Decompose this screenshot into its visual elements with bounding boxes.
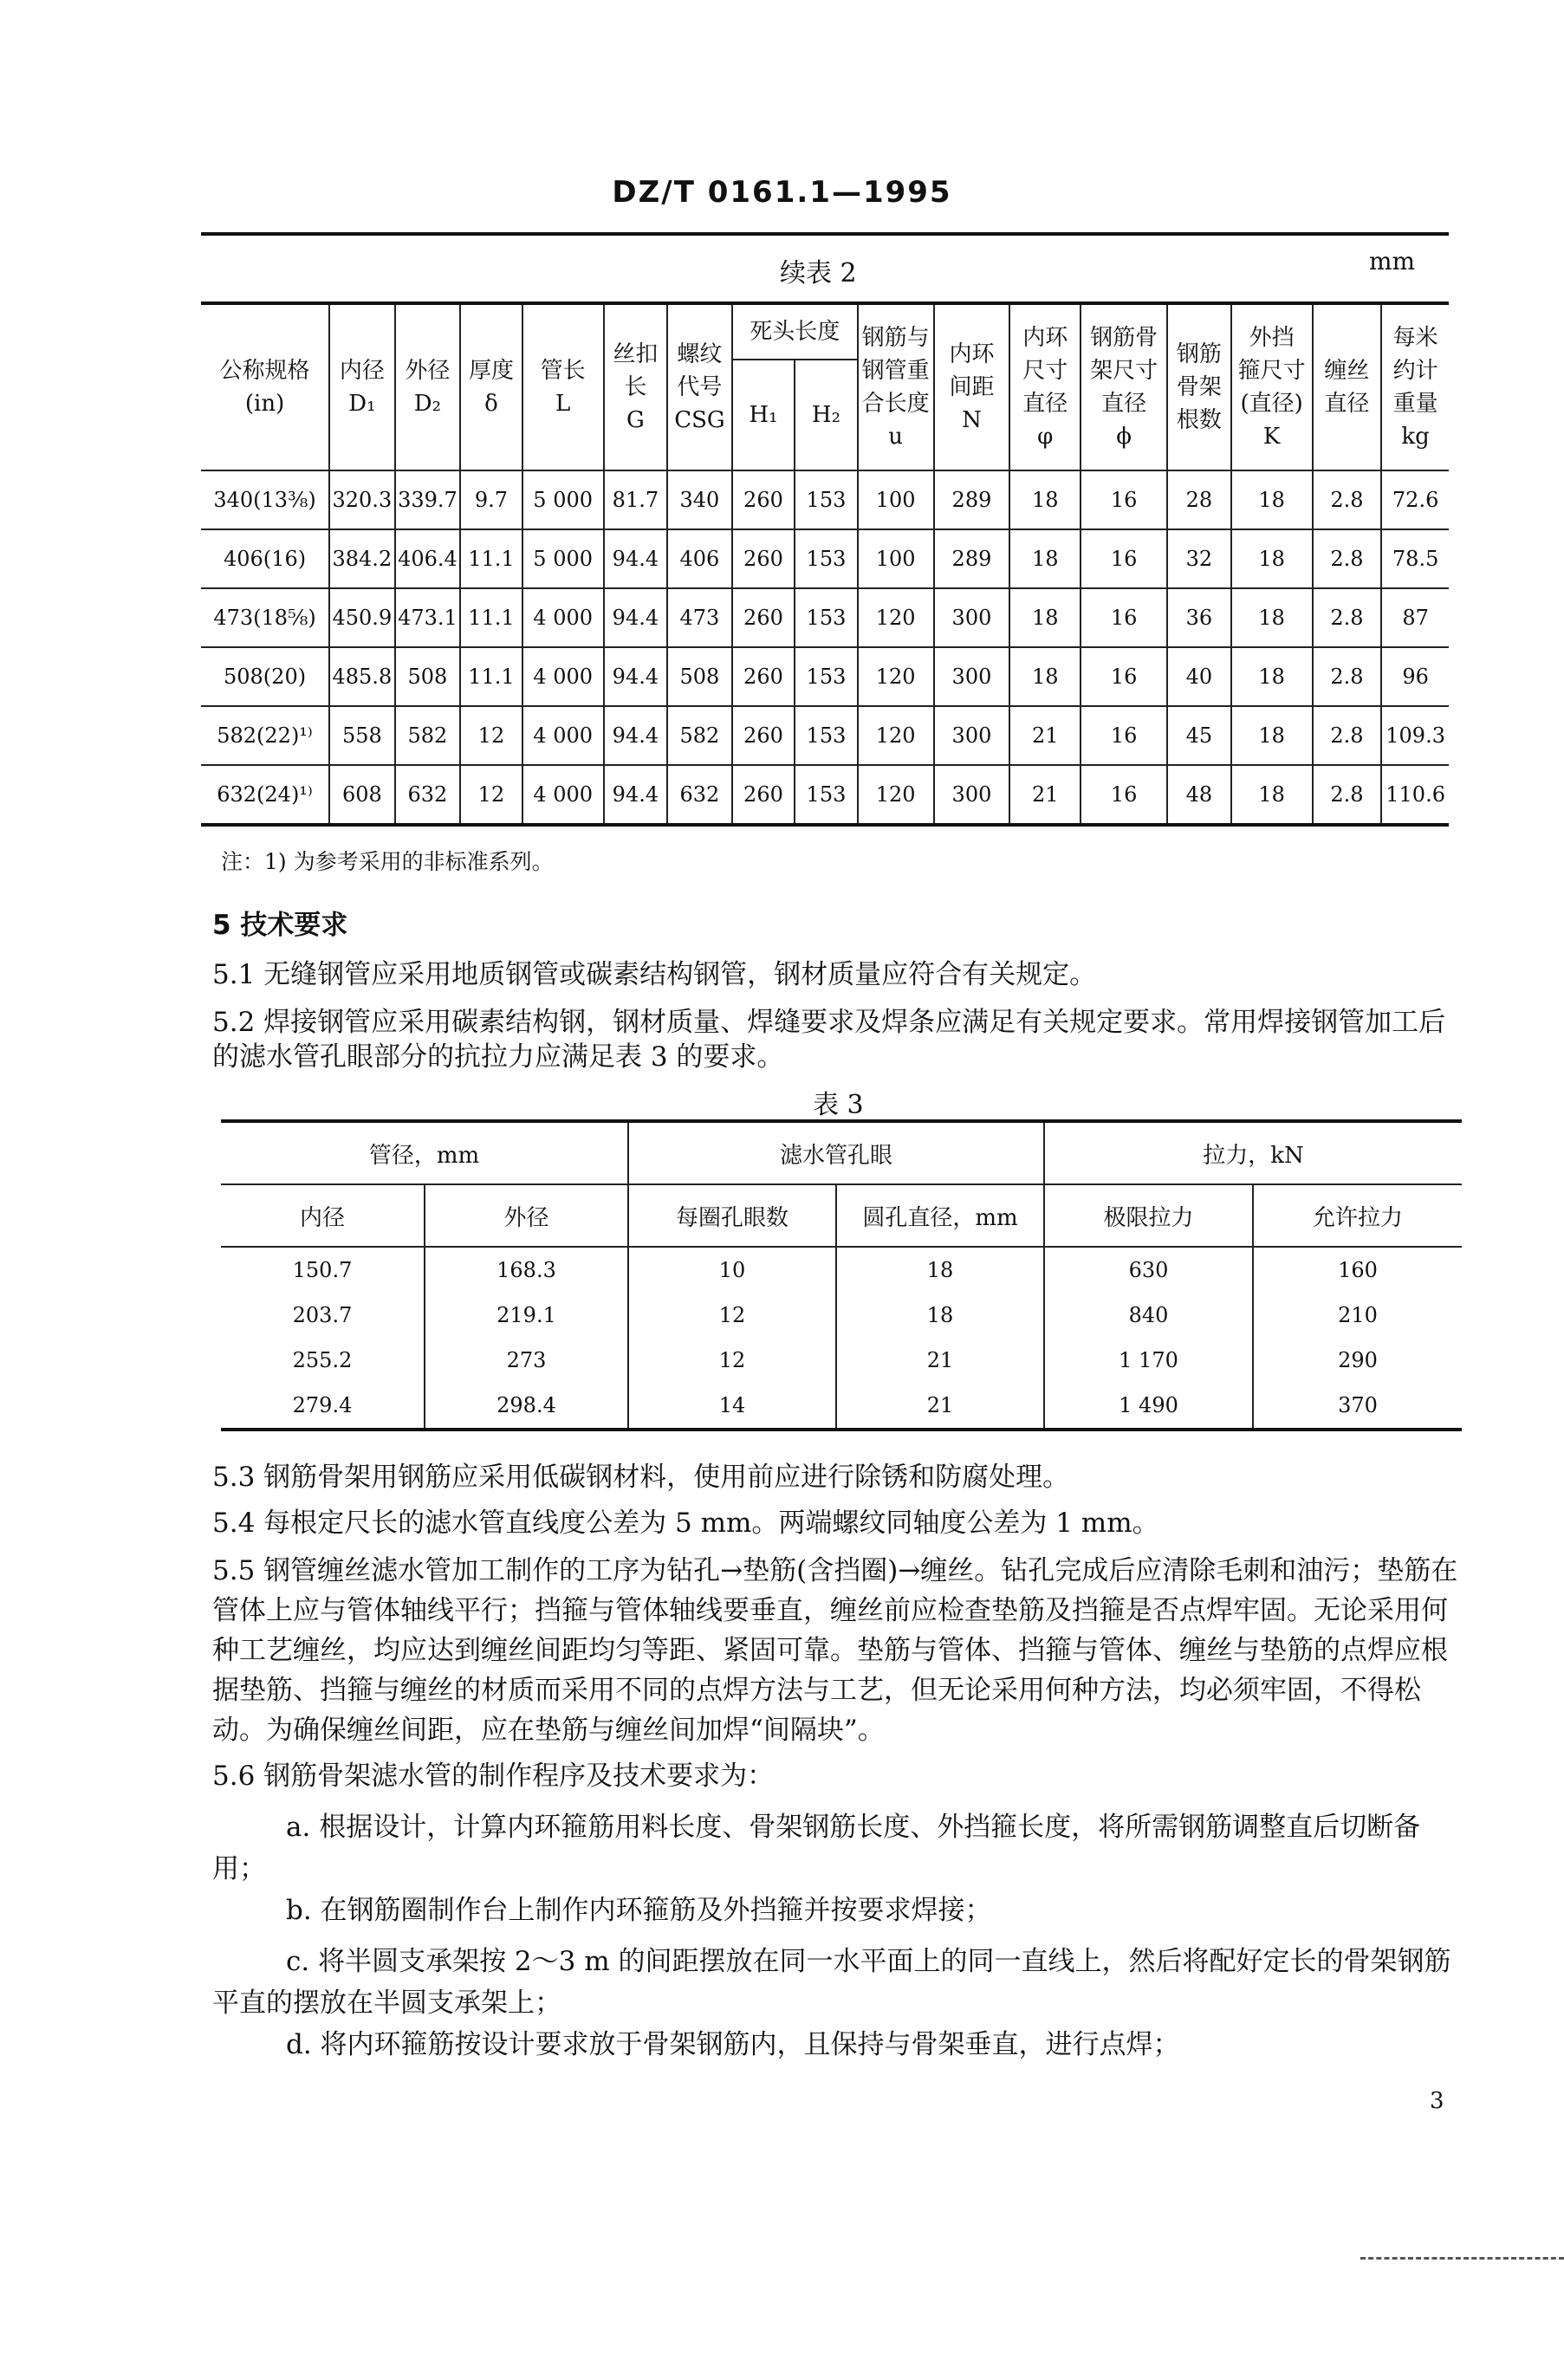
table3-cell: 160	[1338, 1258, 1378, 1282]
table2-cell: 632	[667, 765, 732, 825]
table3-cell: 203.7	[221, 1293, 425, 1338]
th-allow: 允许拉力	[1253, 1184, 1462, 1247]
table2-cell: 94.4	[604, 765, 668, 825]
table2-cell: 45	[1167, 706, 1231, 765]
table2-row	[201, 765, 1449, 825]
table2-cell: 9.7	[460, 470, 522, 529]
table2-cell: 340	[667, 470, 732, 529]
table2-cell: 632(24)¹⁾	[201, 765, 329, 825]
table3-cell: 370	[1338, 1393, 1378, 1417]
para-5-3: 5.3 钢筋骨架用钢筋应采用低碳钢材料，使用前应进行除锈和防腐处理。	[212, 1462, 1070, 1493]
table2-cell: 340(13⅜)	[201, 470, 329, 529]
table3-cell: 12	[628, 1293, 836, 1338]
table3-cell: 18	[836, 1247, 1044, 1293]
table2-cell: 260	[732, 706, 795, 765]
table2-cell: 485.8	[329, 647, 395, 706]
table2-cell: 2.8	[1313, 647, 1382, 706]
table2-cell: 320.3	[329, 470, 395, 529]
table2-cell: 18	[1231, 529, 1313, 588]
th-holes: 滤水管孔眼	[628, 1121, 1044, 1184]
table3-row	[221, 1338, 1462, 1383]
table2-cell: 450.9	[329, 588, 395, 647]
table2-cell: 18	[1231, 706, 1313, 765]
table2-row	[201, 647, 1449, 706]
table3-cell: 279.4	[221, 1383, 425, 1430]
table2-cell: 558	[329, 706, 395, 765]
table2-cell: 153	[795, 470, 858, 529]
table3-cell: 21	[836, 1338, 1044, 1383]
th-thread-length: 丝扣长 G	[604, 303, 668, 470]
table2-cell: 608	[329, 765, 395, 825]
table2-cell: 16	[1081, 588, 1167, 647]
table3-cell: 840	[1044, 1293, 1253, 1338]
table2-cell: 16	[1081, 529, 1167, 588]
th-ring-dia: 内环 尺寸 直径 φ	[1009, 303, 1081, 470]
table2-cell: 40	[1167, 647, 1231, 706]
table2-cell: 473	[667, 588, 732, 647]
th-limit: 极限拉力	[1044, 1184, 1253, 1247]
table2-cell: 406	[667, 529, 732, 588]
table3-cell: 290	[1338, 1348, 1378, 1372]
table2-cell: 18	[1009, 647, 1081, 706]
table2-cell: 153	[795, 529, 858, 588]
th-ring-spacing: 内环 间距 N	[934, 303, 1010, 470]
th-dead-length: 死头长度	[732, 303, 858, 360]
table2-cell: 260	[732, 529, 795, 588]
table3-cell: 219.1	[425, 1293, 628, 1338]
th-csg: 螺纹 代号 CSG	[667, 303, 732, 470]
table2-cell: 94.4	[604, 588, 668, 647]
table2-cell: 12	[460, 706, 522, 765]
table3-cell: 21	[836, 1383, 1044, 1430]
table2-cell: 100	[858, 470, 934, 529]
table2-cell: 18	[1231, 588, 1313, 647]
table3-row	[221, 1293, 1462, 1338]
table2-cell: 21	[1009, 706, 1081, 765]
table2-cell: 2.8	[1313, 588, 1382, 647]
table2-cell: 18	[1009, 588, 1081, 647]
th-frame-dia: 钢筋骨 架尺寸 直径 ϕ	[1081, 303, 1167, 470]
th-thickness: 厚度 δ	[460, 303, 522, 470]
scan-dash-line	[1360, 2257, 1564, 2260]
th-h2: H₂	[795, 360, 858, 470]
table2-cell: 582	[667, 706, 732, 765]
document-id: DZ/T 0161.1—1995	[612, 175, 952, 210]
table2-cell: 12	[460, 765, 522, 825]
table2-cell: 11.1	[460, 647, 522, 706]
table2-cell: 18	[1231, 765, 1313, 825]
table2-cell: 16	[1081, 706, 1167, 765]
table2-cell: 2.8	[1313, 765, 1382, 825]
table2-cell: 100	[858, 529, 934, 588]
table2-cell: 260	[732, 765, 795, 825]
para-5-6: 5.6 钢筋骨架滤水管的制作程序及技术要求为：	[212, 1761, 775, 1792]
table3-cell: 10	[628, 1247, 836, 1293]
table2-cell: 4 000	[522, 706, 604, 765]
table2-row	[201, 588, 1449, 647]
table2-cell: 508(20)	[201, 647, 329, 706]
table3-cell: 630	[1044, 1247, 1253, 1293]
th-overlap: 钢筋与 钢管重 合长度 u	[858, 303, 934, 470]
table2-caption: 续表 2	[780, 258, 857, 289]
table2-cell: 78.5	[1381, 529, 1449, 588]
table3-cell: 168.3	[425, 1247, 628, 1293]
th-d2: 外径 D₂	[395, 303, 461, 470]
table3-caption: 表 3	[813, 1090, 864, 1120]
table2-cell: 473(18⅝)	[201, 588, 329, 647]
table2-cell: 153	[795, 588, 858, 647]
header-rule	[201, 232, 1449, 236]
table3-cell: 298.4	[425, 1383, 628, 1430]
table3	[221, 1119, 1462, 1431]
table2-cell: 289	[934, 529, 1010, 588]
table2-cell: 508	[667, 647, 732, 706]
table2-cell: 94.4	[604, 647, 668, 706]
table2-cell: 632	[395, 765, 461, 825]
table2-cell: 300	[934, 765, 1010, 825]
table3-cell: 210	[1338, 1303, 1378, 1327]
table2-cell: 48	[1167, 765, 1231, 825]
table2-row	[201, 706, 1449, 765]
table3-cell: 12	[628, 1338, 836, 1383]
table2-cell: 18	[1231, 470, 1313, 529]
th-bar-count: 钢筋 骨架 根数	[1167, 303, 1231, 470]
table2-cell: 4 000	[522, 647, 604, 706]
table2-cell: 16	[1081, 647, 1167, 706]
table2-cell: 153	[795, 647, 858, 706]
table2-cell: 339.7	[395, 470, 461, 529]
section-title: 5 技术要求	[212, 910, 348, 941]
table2-cell: 120	[858, 706, 934, 765]
table2-cell: 120	[858, 647, 934, 706]
th-spec: 公称规格 (in)	[201, 303, 329, 470]
table2-cell: 21	[1009, 765, 1081, 825]
table2-cell: 109.3	[1381, 706, 1449, 765]
th-outer-hoop: 外挡 箍尺寸 (直径) K	[1231, 303, 1313, 470]
th-pipe-dia: 管径，mm	[221, 1121, 628, 1184]
table2-cell: 18	[1231, 647, 1313, 706]
table2-cell: 110.6	[1381, 765, 1449, 825]
item-b: b. 在钢筋圈制作台上制作内环箍筋及外挡箍并按要求焊接；	[286, 1895, 992, 1926]
table2-cell: 300	[934, 706, 1010, 765]
page-number: 3	[1430, 2088, 1444, 2114]
table2-note: 注：1) 为参考采用的非标准系列。	[221, 849, 554, 874]
table2-cell: 153	[795, 706, 858, 765]
table3-cell: 1 490	[1044, 1383, 1253, 1430]
para-5-2: 5.2 焊接钢管应采用碳素结构钢，钢材质量、焊缝要求及焊条应满足有关规定要求。常用焊接钢管加工后的滤水管孔眼部分的抗拉力应满足表 3 的要求。	[212, 1007, 1446, 1073]
table2-cell: 36	[1167, 588, 1231, 647]
table3-cell: 255.2	[221, 1338, 425, 1383]
table2-row	[201, 529, 1449, 588]
table2-cell: 120	[858, 765, 934, 825]
th-d1: 内径 D₁	[329, 303, 395, 470]
table2-cell: 11.1	[460, 588, 522, 647]
table2-cell: 16	[1081, 470, 1167, 529]
th-inner: 内径	[221, 1184, 425, 1247]
th-wire-dia: 缠丝 直径	[1313, 303, 1382, 470]
th-hole-dia: 圆孔直径，mm	[836, 1184, 1044, 1247]
item-c: c. 将半圆支承架按 2～3 m 的间距摆放在同一水平面上的同一直线上，然后将配好定长的骨架钢筋平直的摆放在半圆支承架上；	[212, 1946, 1451, 2019]
table2-cell: 5 000	[522, 470, 604, 529]
table2-cell: 28	[1167, 470, 1231, 529]
table3-cell: 14	[628, 1383, 836, 1430]
table2-cell: 96	[1381, 647, 1449, 706]
table2-row	[201, 470, 1449, 529]
table2-cell: 289	[934, 470, 1010, 529]
table2-cell: 300	[934, 647, 1010, 706]
table2-cell: 16	[1081, 765, 1167, 825]
th-length: 管长 L	[522, 303, 604, 470]
para-5-1: 5.1 无缝钢管应采用地质钢管或碳素结构钢管，钢材质量应符合有关规定。	[212, 959, 1097, 990]
table2-cell: 87	[1381, 588, 1449, 647]
table2-cell: 11.1	[460, 529, 522, 588]
table2-cell: 18	[1009, 470, 1081, 529]
th-weight: 每米 约计 重量 kg	[1381, 303, 1449, 470]
table2-cell: 260	[732, 588, 795, 647]
table2-cell: 18	[1009, 529, 1081, 588]
para-5-4: 5.4 每根定尺长的滤水管直线度公差为 5 mm。两端螺纹同轴度公差为 1 mm。	[212, 1508, 1159, 1539]
table2-cell: 94.4	[604, 706, 668, 765]
table2	[201, 302, 1449, 827]
th-tension: 拉力，kN	[1044, 1121, 1462, 1184]
table3-cell: 273	[425, 1338, 628, 1383]
th-outer: 外径	[425, 1184, 628, 1247]
th-h1: H₁	[732, 360, 795, 470]
table2-cell: 32	[1167, 529, 1231, 588]
table2-cell: 5 000	[522, 529, 604, 588]
table3-row	[221, 1247, 1462, 1293]
table3-cell: 1 170	[1044, 1338, 1253, 1383]
table2-cell: 260	[732, 470, 795, 529]
table2-cell: 153	[795, 765, 858, 825]
table2-cell: 120	[858, 588, 934, 647]
table2-cell: 473.1	[395, 588, 461, 647]
table2-cell: 406.4	[395, 529, 461, 588]
table2-cell: 260	[732, 647, 795, 706]
table2-cell: 81.7	[604, 470, 668, 529]
table2-cell: 2.8	[1313, 529, 1382, 588]
table2-unit: mm	[1369, 247, 1416, 276]
table2-cell: 72.6	[1381, 470, 1449, 529]
table2-cell: 2.8	[1313, 706, 1382, 765]
item-d: d. 将内环箍筋按设计要求放于骨架钢筋内，且保持与骨架垂直，进行点焊；	[286, 2029, 1180, 2060]
table2-cell: 406(16)	[201, 529, 329, 588]
table2-cell: 582(22)¹⁾	[201, 706, 329, 765]
table2-cell: 94.4	[604, 529, 668, 588]
table2-cell: 582	[395, 706, 461, 765]
th-per-ring: 每圈孔眼数	[628, 1184, 836, 1247]
table3-cell: 150.7	[221, 1247, 425, 1293]
table2-cell: 384.2	[329, 529, 395, 588]
table3-row	[221, 1383, 1462, 1430]
table2-cell: 508	[395, 647, 461, 706]
para-5-5: 5.5 钢管缠丝滤水管加工制作的工序为钻孔→垫筋(含挡圈)→缠丝。钻孔完成后应清除毛刺和油污；垫筋在管体上应与管体轴线平行；挡箍与管体轴线要垂直，缠丝前应检查垫筋及挡箍是否点焊牢固。无论采用何种工艺缠丝，均应达到缠丝间距均匀等距、紧固可靠。垫筋与管体、挡箍与管体、缠丝与垫筋的点焊应根据垫筋、挡箍与缠丝的材质而采用不同的点焊方法与工艺，但无论采用何种方法，均必须牢固，不得松动。为确保缠丝间距，应在垫筋与缠丝间加焊“间隔块”。	[212, 1555, 1458, 1746]
table3-cell: 18	[836, 1293, 1044, 1338]
table2-cell: 300	[934, 588, 1010, 647]
table2-cell: 4 000	[522, 588, 604, 647]
table2-cell: 2.8	[1313, 470, 1382, 529]
table2-cell: 4 000	[522, 765, 604, 825]
item-a: a. 根据设计，计算内环箍筋用料长度、骨架钢筋长度、外挡箍长度，将所需钢筋调整直后切断备用；	[212, 1812, 1421, 1884]
